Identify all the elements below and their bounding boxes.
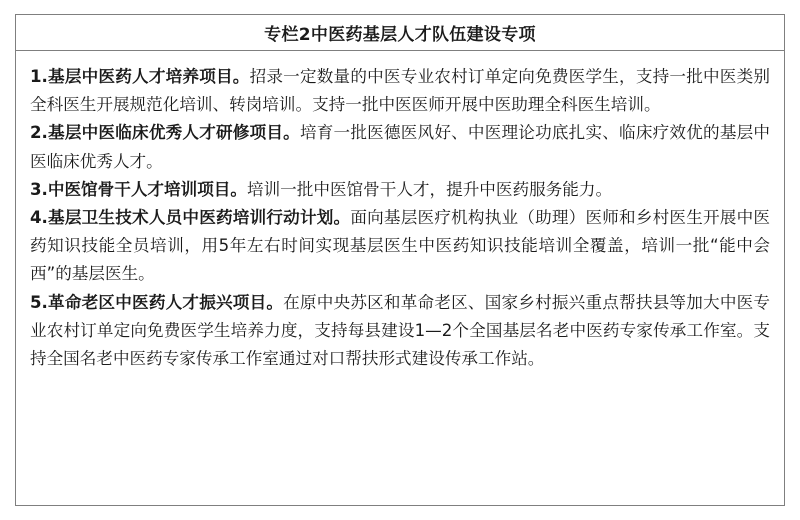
list-item-3 xyxy=(30,176,770,204)
item-heading: 1.基层中医药人才培养项目。 xyxy=(30,67,250,86)
item-body: 培训一批中医馆骨干人才，提升中医药服务能力。 xyxy=(246,179,613,199)
item-heading: 3.中医馆骨干人才培训项目。 xyxy=(30,179,247,199)
item-body: 面向基层医疗机构执业（助理）医师和乡村医生开展中医药知识技能全员培训，用5年左右时间实现基层医生中医药知识技能培训全覆盖，培训一批“能中会西”的基层医生。 xyxy=(30,208,770,284)
list-item-2 xyxy=(30,119,770,175)
item-heading: 5.革命老区中医药人才振兴项目。 xyxy=(30,292,284,312)
list-item-1 xyxy=(30,63,770,119)
column-title: 专栏2中医药基层人才队伍建设专项 xyxy=(264,25,536,45)
column-content xyxy=(16,51,784,373)
list-item-4 xyxy=(30,204,770,289)
list-item-5 xyxy=(30,289,770,374)
column-header xyxy=(16,15,784,51)
item-heading: 2.基层中医临床优秀人才研修项目。 xyxy=(30,123,300,143)
item-body: 培育一批医德医风好、中医理论功底扎实、临床疗效优的基层中医临床优秀人才。 xyxy=(30,123,770,171)
item-body: 招录一定数量的中医专业农村订单定向免费医学生，支持一批中医类别全科医生开展规范化培训、转岗培训。支持一批中医医师开展中医助理全科医生培训。 xyxy=(30,67,770,115)
item-body: 在原中央苏区和革命老区、国家乡村振兴重点帮扶县等加大中医专业农村订单定向免费医学生培养力度，支持每县建设1—2个全国基层名老中医药专家传承工作室。支持全国名老中医药专家传承工作室通过对口帮扶形式建设传承工作站。 xyxy=(30,292,770,369)
item-heading: 4.基层卫生技术人员中医药培训行动计划。 xyxy=(30,208,351,228)
column-box xyxy=(15,14,785,506)
